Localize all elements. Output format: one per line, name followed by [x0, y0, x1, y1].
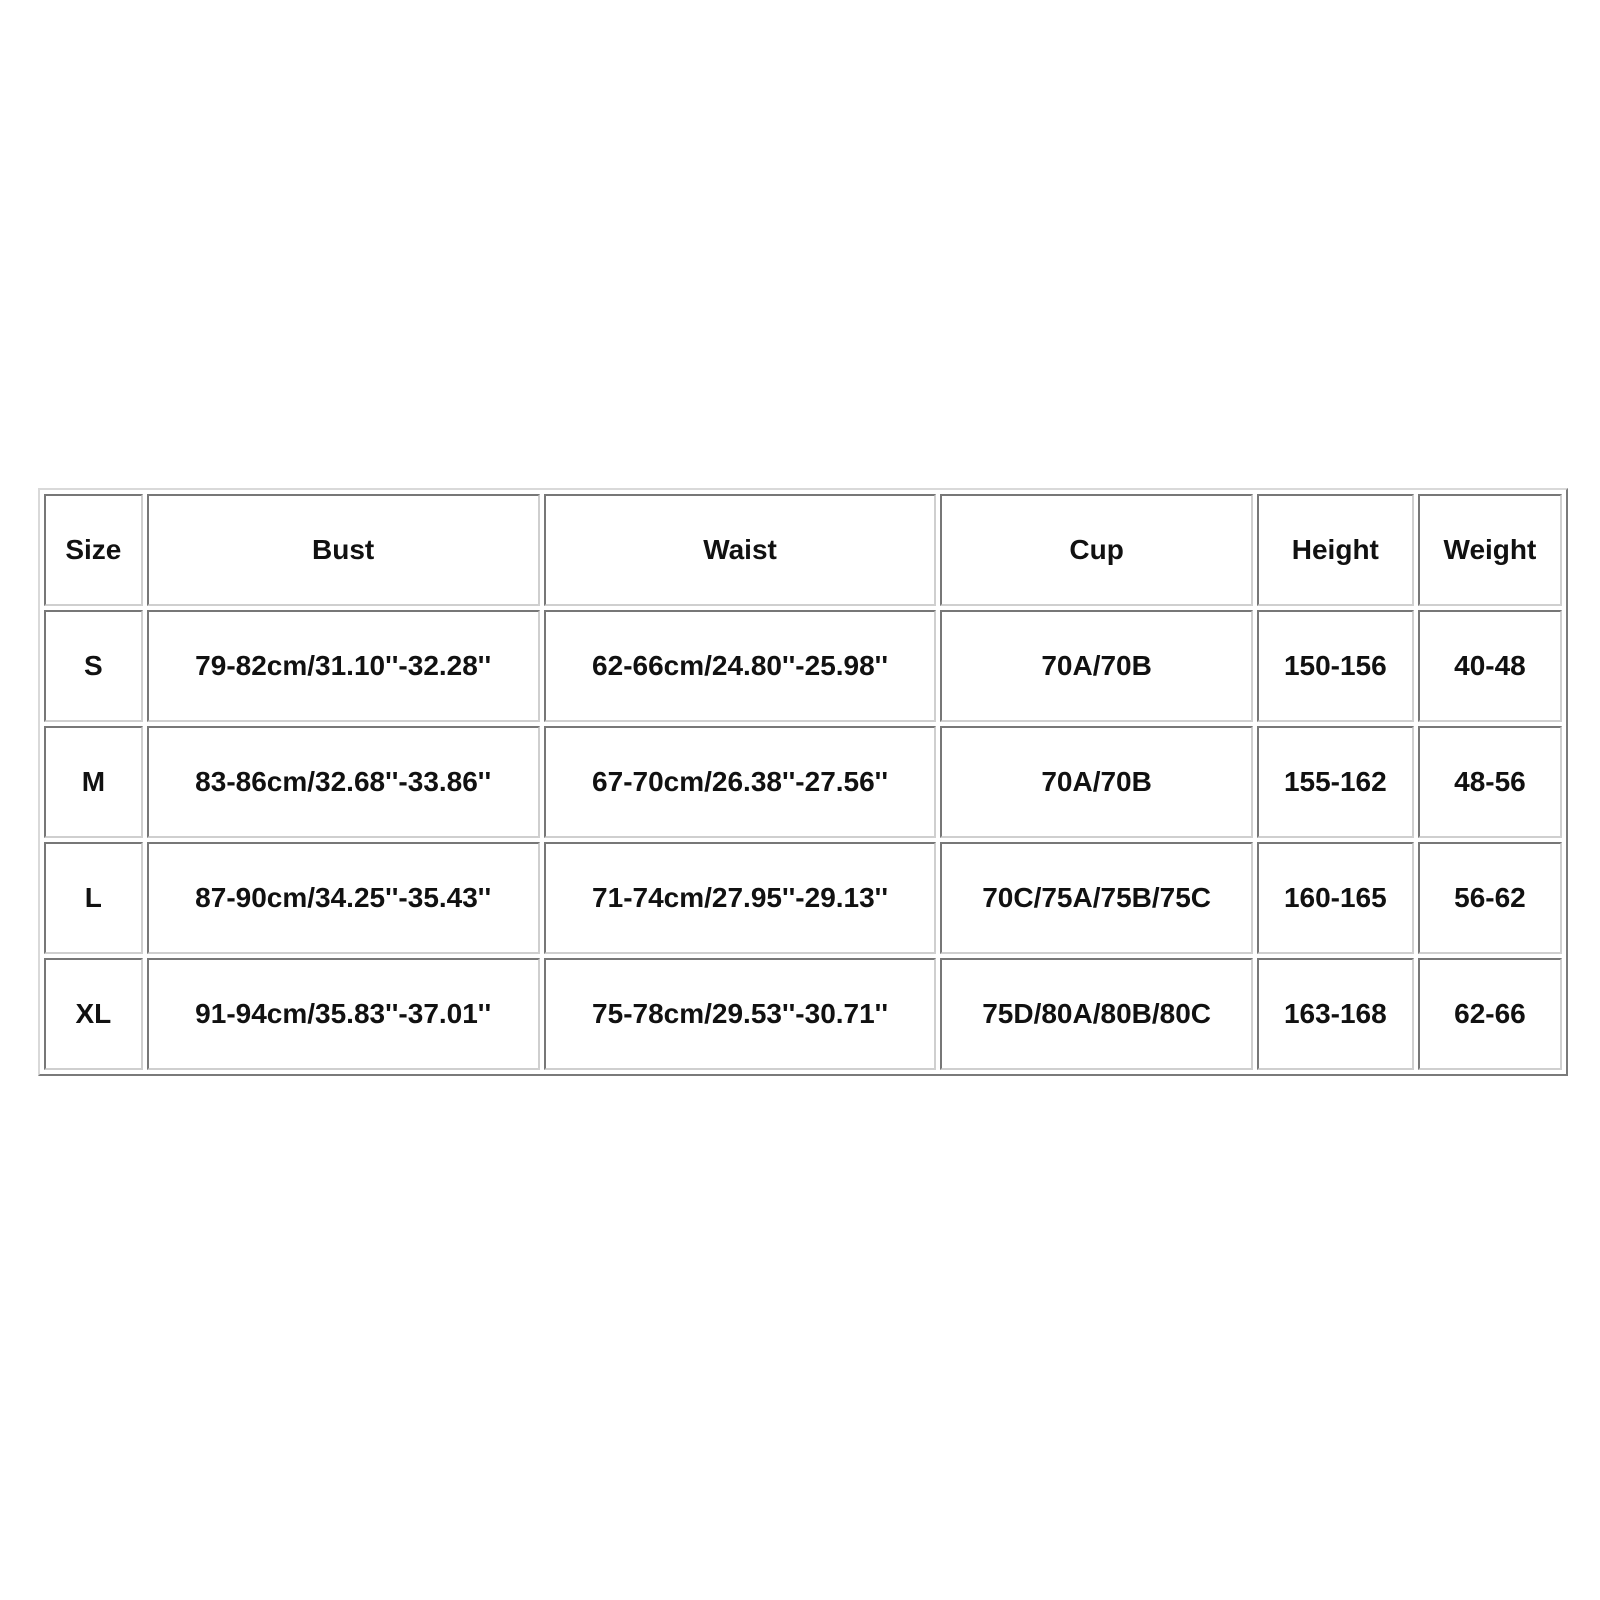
cell-height: 163-168	[1257, 958, 1414, 1070]
cell-size: M	[44, 726, 143, 838]
cell-cup: 70A/70B	[940, 610, 1252, 722]
header-height: Height	[1257, 494, 1414, 606]
cell-bust: 91-94cm/35.83''-37.01''	[147, 958, 540, 1070]
header-size: Size	[44, 494, 143, 606]
cell-cup: 70C/75A/75B/75C	[940, 842, 1252, 954]
cell-waist: 67-70cm/26.38''-27.56''	[544, 726, 937, 838]
header-row	[44, 494, 1562, 606]
table-row	[44, 842, 1562, 954]
cell-weight: 62-66	[1418, 958, 1562, 1070]
table-row	[44, 610, 1562, 722]
table-row	[44, 958, 1562, 1070]
cell-cup: 70A/70B	[940, 726, 1252, 838]
cell-height: 150-156	[1257, 610, 1414, 722]
cell-bust: 79-82cm/31.10''-32.28''	[147, 610, 540, 722]
cell-waist: 75-78cm/29.53''-30.71''	[544, 958, 937, 1070]
cell-size: XL	[44, 958, 143, 1070]
cell-weight: 40-48	[1418, 610, 1562, 722]
size-chart	[38, 488, 1568, 1076]
cell-bust: 87-90cm/34.25''-35.43''	[147, 842, 540, 954]
header-weight: Weight	[1418, 494, 1562, 606]
size-chart-table	[40, 490, 1566, 1074]
header-cup: Cup	[940, 494, 1252, 606]
cell-bust: 83-86cm/32.68''-33.86''	[147, 726, 540, 838]
cell-waist: 71-74cm/27.95''-29.13''	[544, 842, 937, 954]
cell-weight: 48-56	[1418, 726, 1562, 838]
table-row	[44, 726, 1562, 838]
cell-height: 160-165	[1257, 842, 1414, 954]
cell-size: L	[44, 842, 143, 954]
cell-height: 155-162	[1257, 726, 1414, 838]
cell-weight: 56-62	[1418, 842, 1562, 954]
cell-cup: 75D/80A/80B/80C	[940, 958, 1252, 1070]
header-bust: Bust	[147, 494, 540, 606]
cell-size: S	[44, 610, 143, 722]
header-waist: Waist	[544, 494, 937, 606]
cell-waist: 62-66cm/24.80''-25.98''	[544, 610, 937, 722]
